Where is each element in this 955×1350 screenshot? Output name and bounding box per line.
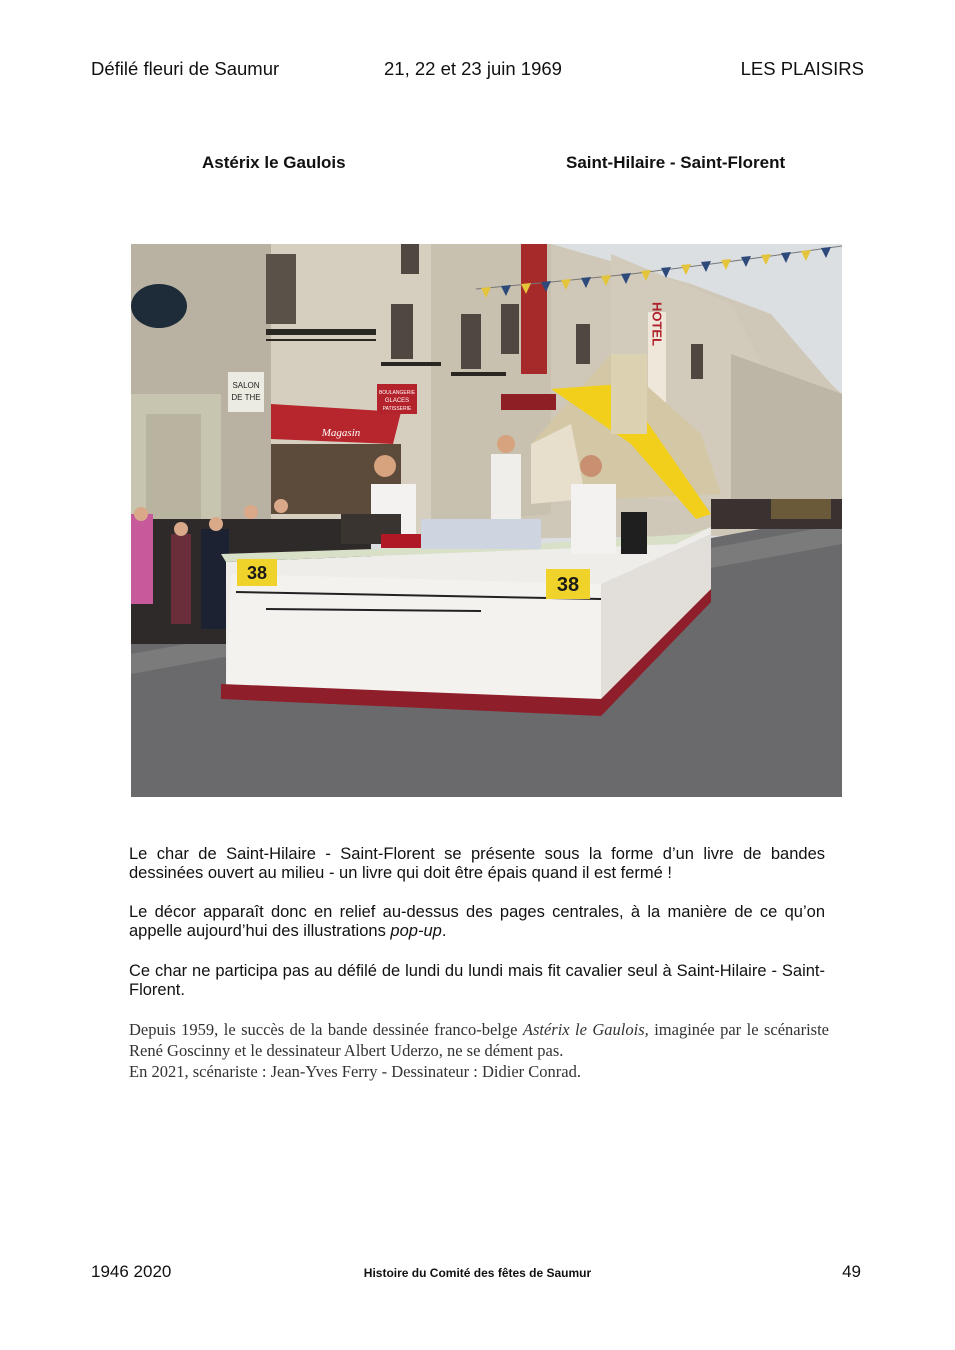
float-number-right: 38 [556,574,580,596]
paragraph-1: Le char de Saint-Hilaire - Saint-Florent se présente sous la forme d’un livre de bandes dessinées ouvert au milieu - un livre qui doit être épais quand il est fermé ! [129,845,825,882]
parade-float-photo [131,244,842,797]
boulangerie-sign: BOULANGERIE [378,390,416,396]
note-text: Depuis 1959, le succès de la bande dessinée franco-belge [129,1020,523,1039]
note-text-end: imaginée par le scénariste René Goscinny et le dessinateur Albert Uderzo, ne se dément pas. [129,1020,829,1060]
hotel-sign: HOTEL [649,301,665,347]
header-left: Défilé fleuri de Saumur [91,58,280,79]
footer-title: Histoire du Comité des fêtes de Saumur [363,1266,592,1280]
paragraph-2-end: . [441,922,447,940]
paragraph-2-text: Le décor apparaît donc en relief au-dessus des pages centrales, à la manière de ce qu’on appelle aujourd’hui des illustrations [129,903,825,940]
float-number-left: 38 [246,563,268,583]
note-credits: En 2021, scénariste : Jean-Yves Ferry - Dessinateur : Didier Conrad. [129,1062,581,1081]
patisserie-sign: PATISSERIE [382,406,412,412]
footer-years: 1946 2020 [91,1262,172,1281]
float-title: Astérix le Gaulois [202,153,346,172]
header-date: 21, 22 et 23 juin 1969 [384,58,562,79]
paragraph-2 [129,903,825,941]
salon-sign-line2: DE THE [231,393,261,402]
paragraph-3: Ce char ne participa pas au défilé de lundi du lundi mais fit cavalier seul à Saint-Hilaire - Saint-Florent. [129,962,825,999]
salon-sign-line1: SALON [232,381,260,390]
paragraph-2-italic: pop-up [390,922,442,940]
header-section: LES PLAISIRS [740,58,864,79]
shop-sign: Magasin [321,427,361,439]
page-number: 49 [842,1262,861,1281]
note-paragraph [129,1019,829,1061]
note-italic-title: Astérix le Gaulois, [522,1020,649,1039]
glaces-sign: GLACES [384,398,410,404]
float-origin: Saint-Hilaire - Saint-Florent [566,153,786,172]
